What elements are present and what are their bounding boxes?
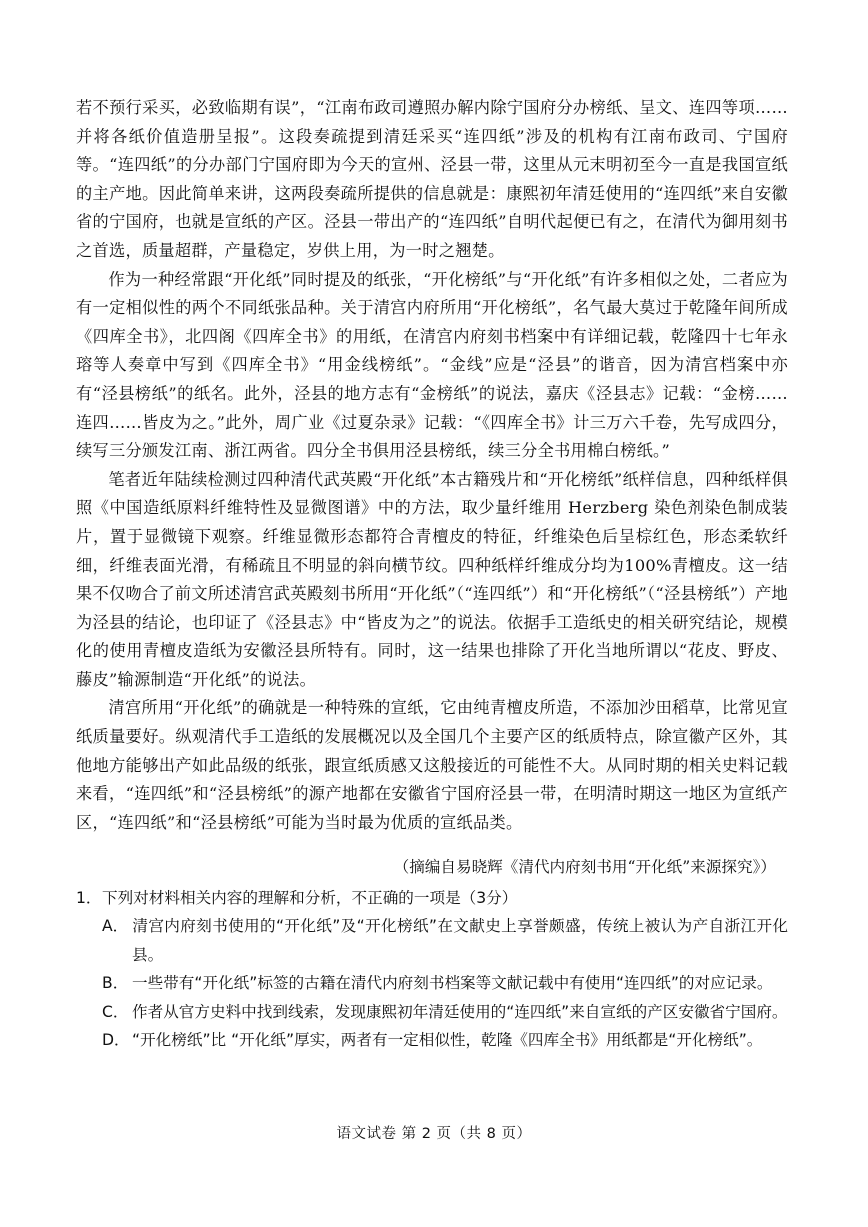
passage-paragraph-3: 笔者近年陆续检测过四种清代武英殿“开化纸”本古籍残片和“开化榜纸”纸样信息，四种纸样俱照《中国造纸原料纤维特性及显微图谱》中的方法，取少量纤维用 Herzberg 染色剂染色制成装片，置于显微镜下观察。纤维显微形态都符合青檀皮的特征，纤维染色后呈棕红色，形态柔软纤细，纤维表面光滑，有稀疏且不明显的斜向横节纹。四种纸样纤维成分均为100%青檀皮。这一结果不仅吻合了前文所述清宫武英殿刻书所用“开化纸”（“连四纸”）和“开化榜纸”（“泾县榜纸”）产地为泾县的结论，也印证了《泾县志》中“皆皮为之”的说法。依据手工造纸史的相关研究结论，规模化的使用青檀皮造纸为安徽泾县所特有。同时，这一结果也排除了开化当地所谓以“花皮、野皮、藤皮”输源制造“开化纸”的说法。 (76, 469, 788, 689)
option-letter: C． (102, 1002, 129, 1021)
option-d[interactable] (76, 1026, 788, 1054)
passage-paragraph-2: 作为一种经常跟“开化纸”同时提及的纸张，“开化榜纸”与“开化纸”有许多相似之处，二者应为有一定相似性的两个不同纸张品种。关于清宫内府所用“开化榜纸”，名气最大莫过于乾隆年间所成《四库全书》，北四阁《四库全书》的用纸，在清宫内府刻书档案中有详细记载，乾隆四十七年永瑢等人奏章中写到《四库全书》“用金线榜纸”。“金线”应是“泾县”的谐音，因为清宫档案中亦有“泾县榜纸”的纸名。此外，泾县的地方志有“金榜纸”的说法，嘉庆《泾县志》记载：“金榜……连四……皆皮为之。”此外，周广业《过夏杂录》记载：“《四库全书》计三万六千卷，先写成四分，续写三分颁发江南、浙江两省。四分全书俱用泾县榜纸，续三分全书用棉白榜纸。” (76, 269, 788, 461)
passage-paragraph-1: 若不预行采买，必致临期有误”，“江南布政司遵照办解内除宁国府分办榜纸、呈文、连四等项……并将各纸价值造册呈报”。这段奏疏提到清廷采买“连四纸”涉及的机构有江南布政司、宁国府等。“连四纸”的分办部门宁国府即为今天的宣州、泾县一带，这里从元末明初至今一直是我国宣纸的主产地。因此简单来讲，这两段奏疏所提供的信息就是：康熙初年清廷使用的“连四纸”来自安徽省的宁国府，也就是宣纸的产区。泾县一带出产的“连四纸”自明代起便已有之，在清代为御用刻书之首选，质量超群，产量稳定，岁供上用，为一时之翘楚。 (76, 98, 788, 260)
option-b[interactable] (76, 969, 788, 997)
option-text: 作者从官方史料中找到线索，发现康熙初年清廷使用的“连四纸”来自宣纸的产区安徽省宁国府。 (132, 1002, 788, 1021)
passage-paragraph-4: 清宫所用“开化纸”的确就是一种特殊的宣纸，它由纯青檀皮所造，不添加沙田稻草，比常见宣纸质量要好。纵观清代手工造纸的发展概况以及全国几个主要产区的纸质特点，除宣徽产区外，其他地方能够出产如此品级的纸张，跟宣纸质感又这般接近的可能性不大。从同时期的相关史料记载来看，“连四纸”和“泾县榜纸”的源产地都在安徽省宁国府泾县一带，在明清时期这一地区为宣纸产区，“连四纸”和“泾县榜纸”可能为当时最为优质的宣纸品类。 (76, 698, 788, 832)
option-text: “开化榜纸”比 “开化纸”厚实，两者有一定相似性，乾隆《四库全书》用纸都是“开化榜纸”。 (132, 1031, 763, 1050)
option-text: 清宫内府刻书使用的“开化纸”及“开化榜纸”在文献史上享誉颇盛，传统上被认为产自浙江开化县。 (132, 917, 788, 964)
question-stem (76, 884, 788, 912)
option-c[interactable] (76, 998, 788, 1026)
question-stem-text: 下列对材料相关内容的理解和分析，不正确的一项是（3分） (102, 889, 518, 907)
option-letter: A． (102, 917, 129, 936)
reading-passage (76, 94, 788, 837)
option-letter: D． (102, 1031, 130, 1050)
passage-source-citation: （摘编自易晓辉《清代内府刻书用“开化纸”来源探究》） (393, 858, 776, 876)
question-number: 1． (76, 889, 102, 907)
option-letter: B． (102, 974, 129, 993)
option-text: 一些带有“开化纸”标签的古籍在清代内府刻书档案等文献记载中有使用“连四纸”的对应记录。 (132, 974, 773, 993)
page-footer: 语文试卷 第 2 页（共 8 页） (336, 1126, 532, 1142)
question-1 (76, 884, 788, 1054)
option-a[interactable] (76, 912, 788, 969)
